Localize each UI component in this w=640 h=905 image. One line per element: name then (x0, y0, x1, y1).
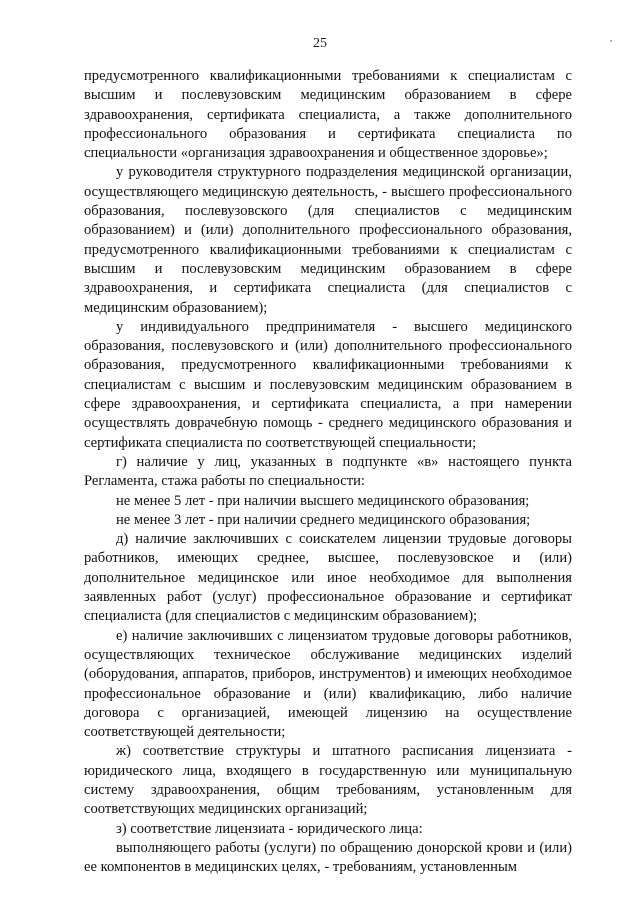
document-body (84, 67, 572, 877)
paragraph-individual-entrepreneur: у индивидуального предпринимателя - высшего медицинского образования, послевузовского и (или) дополнительного профессионального образования, предусмотренного квалификационными требованиями к специалистам с высшим и послевузовским медицинским образованием в сфере здравоохранения, и сертификата специалиста, а при намерении осуществлять доврачебную помощь - среднего медицинского образования и сертификата специалиста по соответствующей специальности; (84, 318, 572, 451)
paragraph-item-e: е) наличие заключивших с лицензиатом трудовые договоры работников, осуществляющих техническое обслуживание медицинских изделий (оборудования, аппаратов, приборов, инструментов) и имеющих необходимое профессиональное образование и (или) квалификацию, либо наличие договора с организацией, имеющей лицензию на осуществление соответствующей деятельности; (84, 627, 572, 741)
paragraph-item-zh: ж) соответствие структуры и штатного расписания лицензиата - юридического лица, входящего в государственную или муниципальную систему здравоохранения, общим требованиям, установленным для соответствующих медицинских организаций; (84, 743, 572, 818)
paragraph-experience-5-years: не менее 5 лет - при наличии высшего медицинского образования; (116, 492, 530, 509)
paragraph-structural-unit-head: у руководителя структурного подразделения медицинской организации, осуществляющего медицинскую деятельность, - высшего профессионального образования, послевузовского (для специалистов с медицинским образованием) и (или) дополнительного профессионального образования, предусмотренного квалификационными требованиями к специалистам с высшим и послевузовским медицинским образованием в сфере здравоохранения, и сертификата специалиста (для специалистов с медицинским образованием); (84, 164, 572, 316)
paragraph-continuation: предусмотренного квалификационными требованиями к специалистам с высшим и послевузовским медицинским образованием в сфере здравоохранения, сертификата специалиста, а также дополнительного профессионального образования и сертификата специалиста по специальности «организация здравоохранения и общественное здоровье»; (84, 68, 572, 162)
paragraph-experience-3-years: не менее 3 лет - при наличии среднего медицинского образования; (116, 511, 531, 528)
page-number: 25 (313, 36, 327, 51)
paragraph-item-g: г) наличие у лиц, указанных в подпункте «в» настоящего пункта Регламента, стажа работы по специальности: (84, 453, 572, 490)
paragraph-item-z: з) соответствие лицензиата - юридического лица: (116, 820, 423, 837)
paragraph-item-d: д) наличие заключивших с соискателем лицензии трудовые договоры работников, имеющих среднее, высшее, послевузовское и (или) дополнительное медицинское или иное необходимое для выполнения заявленных работ (услуг) профессиональное образование и сертификат специалиста (для специалистов с медицинским образованием); (84, 531, 572, 625)
paragraph-donor-blood: выполняющего работы (услуги) по обращению донорской крови и (или) ее компонентов в медицинских целях, - требованиям, установленным (84, 839, 572, 876)
